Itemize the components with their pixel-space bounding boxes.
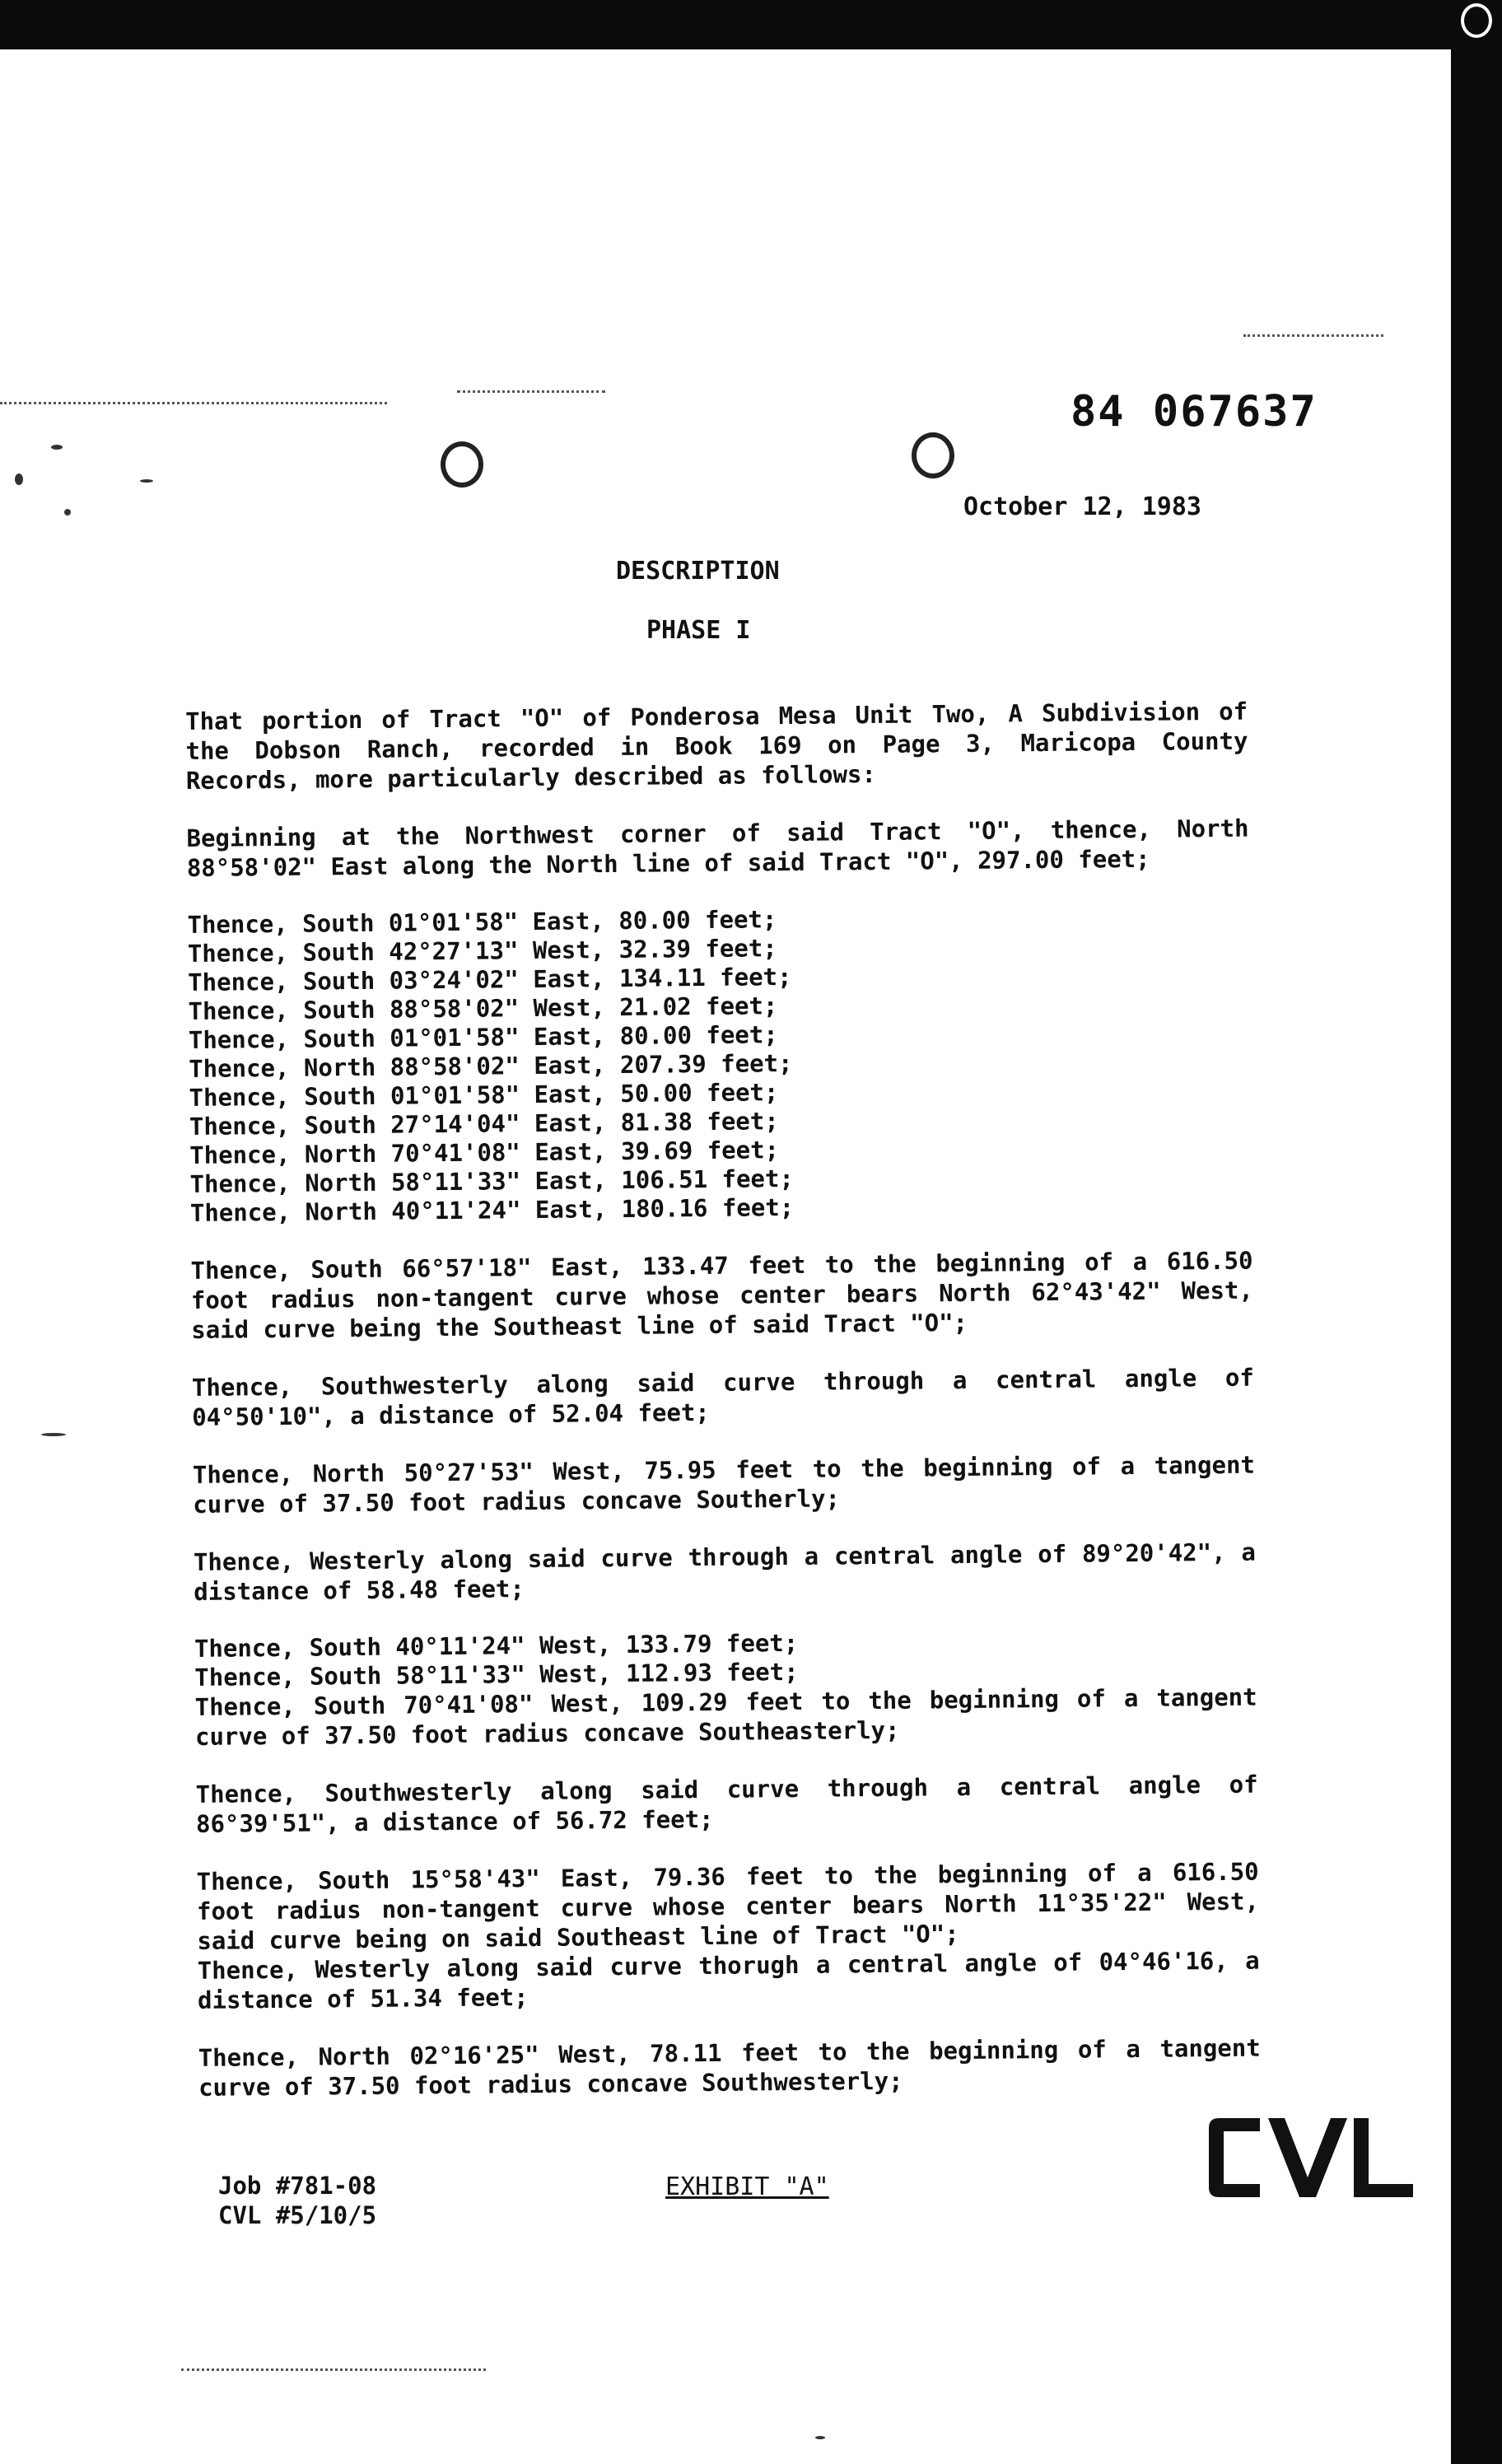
fold-line-bottom	[181, 2368, 486, 2371]
scan-border-top	[0, 0, 1502, 49]
bearing-call: Thence, South 03°24'02" East, 134.11 feet;	[188, 962, 792, 996]
curve-arc-paragraph: Thence, Southwesterly along said curve through a central angle of 04°50'10", a distance of 52.04 feet;	[191, 1363, 1255, 1431]
bearing-call: Thence, North 88°58'02" East, 207.39 feet;	[189, 1048, 793, 1083]
beginning-paragraph: Beginning at the Northwest corner of said Tract "O", thence, North 88°58'02" East along the North line of said Tract "O", 297.00 feet;	[186, 814, 1249, 882]
fold-line-mid	[457, 390, 605, 393]
job-number: Job #781-08	[218, 2172, 377, 2200]
page-title: DESCRIPTION	[616, 557, 780, 586]
bearing-call: Thence, South 40°11'24" West, 133.79 feet;	[194, 1628, 799, 1663]
intro-paragraph: That portion of Tract "O" of Ponderosa Mesa Unit Two, A Subdivision of the Dobson Ranch, recorded in Book 169 on Page 3, Maricopa County Records, more particularly described as follows:	[185, 697, 1248, 795]
legal-description-body	[185, 697, 1262, 2130]
curve-paragraph: Thence, South 15°58'43" East, 79.36 feet to the beginning of a 616.50 foot radius non-tangent curve whose center bears North 11°35'22" West, said curve being on said Southeast line of Tract "O";	[196, 1857, 1260, 1955]
bearing-call: Thence, South 42°27'13" West, 32.39 feet;	[187, 934, 777, 968]
second-calls-block	[194, 1625, 1257, 1752]
second-curve-block	[197, 1857, 1261, 2015]
document-date: October 12, 1983	[963, 492, 1201, 521]
bearing-call: Thence, South 58°11'33" West, 112.93 feet;	[194, 1657, 799, 1692]
bearing-call: Thence, North 70°41'08" East, 39.69 feet;	[189, 1136, 780, 1169]
fold-line-left	[0, 402, 387, 404]
bearing-call: Thence, South 01°01'58" East, 80.00 feet;	[187, 905, 777, 939]
cvl-logo	[1202, 2108, 1416, 2207]
cvl-reference: CVL #5/10/5	[218, 2201, 377, 2229]
scan-speck	[51, 445, 63, 450]
bearing-calls-list	[187, 901, 1252, 1228]
punch-hole-right	[912, 432, 954, 478]
scan-speck	[64, 509, 71, 516]
bearing-call: Thence, South 88°58'02" West, 21.02 feet;	[188, 992, 778, 1025]
page-subtitle: PHASE I	[646, 616, 751, 645]
scan-speck	[815, 2436, 825, 2439]
bearing-call: Thence, South 27°14'04" East, 81.38 feet;	[189, 1107, 779, 1141]
tangent-arc-paragraph: Thence, Westerly along said curve through a central angle of 89°20'42", a distance of 58.48 feet;	[193, 1538, 1257, 1606]
bearing-call: Thence, North 58°11'33" East, 106.51 feet;	[189, 1164, 795, 1198]
recording-number: 84 067637	[1071, 387, 1318, 436]
bearing-call: Thence, South 01°01'58" East, 50.00 feet;	[189, 1078, 779, 1112]
tangent-paragraph: Thence, South 70°41'08" West, 109.29 feet to the beginning of a tangent curve of 37.50 foot radius concave Southeasterly;	[194, 1682, 1257, 1751]
bearing-call: Thence, South 01°01'58" East, 80.00 feet;	[188, 1020, 778, 1054]
tangent-arc-paragraph: Thence, Southwesterly along said curve through a central angle of 86°39'51", a distance of 56.72 feet;	[195, 1770, 1258, 1838]
scan-speck	[41, 1433, 66, 1436]
exhibit-label: EXHIBIT "A"	[665, 2172, 829, 2201]
scan-border-right	[1451, 49, 1502, 2464]
job-reference	[218, 2171, 376, 2230]
punch-hole-left	[441, 441, 483, 488]
bearing-call: Thence, North 40°11'24" East, 180.16 feet;	[189, 1192, 795, 1227]
tangent-paragraph: Thence, North 50°27'53" West, 75.95 feet to the beginning of a tangent curve of 37.50 foot radius concave Southerly;	[192, 1450, 1256, 1519]
curve-paragraph: Thence, South 66°57'18" East, 133.47 feet to the beginning of a 616.50 foot radius non-tangent curve whose center bears North 62°43'42" West, said curve being the Southeast line of said Tract "O";	[190, 1246, 1254, 1344]
curve-arc-paragraph: Thence, Westerly along said curve thorugh a central angle of 04°46'16, a distance of 51.34 feet;	[197, 1946, 1260, 2014]
corner-stamp-mark	[1461, 3, 1492, 38]
scan-speck	[15, 474, 23, 485]
bearing-calls-list	[194, 1625, 1257, 1692]
fold-line-right	[1243, 334, 1383, 337]
scan-speck	[140, 479, 153, 483]
tangent-paragraph: Thence, North 02°16'25" West, 78.11 feet to the beginning of a tangent curve of 37.50 foot radius concave Southwesterly;	[198, 2033, 1261, 2102]
